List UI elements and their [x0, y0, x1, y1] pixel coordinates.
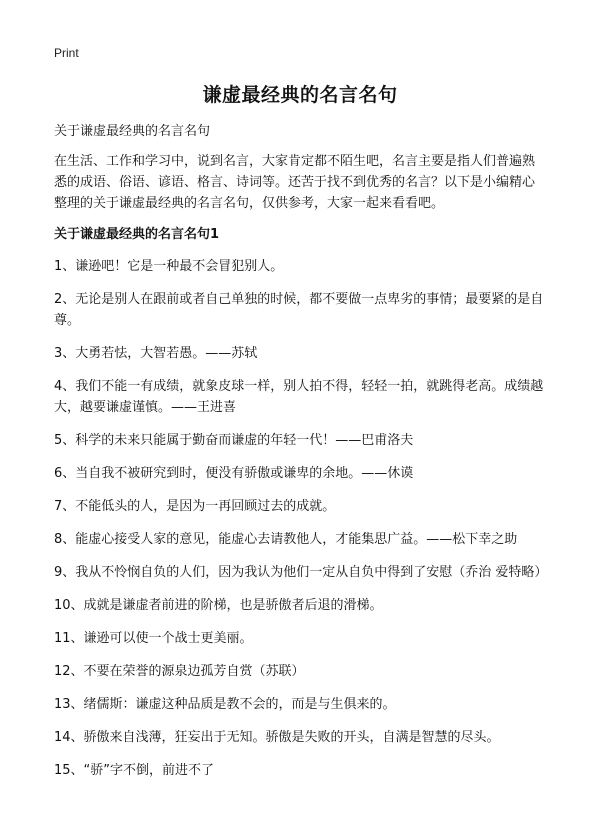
quote-item: 10、成就是谦虚者前进的阶梯，也是骄傲者后退的滑梯。 [54, 598, 383, 613]
quote-item: 7、不能低头的人，是因为一再回顾过去的成就。 [54, 499, 336, 514]
article-subtitle: 关于谦虚最经典的名言名句 [54, 124, 211, 139]
quote-item: 11、谦逊可以使一个战士更美丽。 [54, 631, 253, 646]
quote-item: 8、能虚心接受人家的意见，能虚心去请教他人，才能集思广益。——松下幸之助 [54, 532, 518, 547]
page-title: 谦虚最经典的名言名句 [202, 84, 398, 106]
quote-item: 2、无论是别人在跟前或者自己单独的时候，都不要做一点卑劣的事情；最要紧的是自尊。 [54, 292, 544, 328]
quote-item: 1、谦逊吧！它是一种最不会冒犯别人。 [54, 259, 284, 274]
quote-item: 15、“骄”字不倒，前进不了 [54, 763, 215, 778]
quote-item: 6、当自我不被研究到时，便没有骄傲或谦卑的余地。——休谟 [54, 466, 414, 481]
quote-item: 13、绪儒斯：谦虚这种品质是教不会的，而是与生俱来的。 [54, 697, 396, 712]
quote-item: 4、我们不能一有成绩，就象皮球一样，别人拍不得，轻轻一拍，就跳得老高。成绩越大，越要谦虚谨慎。——王进喜 [54, 379, 544, 415]
quote-item: 12、不要在荣誉的源泉边孤芳自赏（苏联） [54, 664, 305, 679]
intro-paragraph: 在生活、工作和学习中，说到名言，大家肯定都不陌生吧，名言主要是指人们普遍熟悉的成语、俗语、谚语、格言、诗词等。还苦于找不到优秀的名言？以下是小编精心整理的关于谦虚最经典的名言名句，仅供参考，大家一起来看看吧。 [54, 154, 536, 211]
quote-item: 9、我从不怜悯自负的人们，因为我认为他们一定从自负中得到了安慰（乔治 爱特略） [54, 565, 548, 580]
article-body [54, 121, 546, 793]
print-link[interactable]: Print [54, 46, 79, 60]
quote-item: 14、骄傲来自浅薄，狂妄出于无知。骄傲是失败的开头，自满是智慧的尽头。 [54, 730, 500, 745]
quote-item: 3、大勇若怯，大智若愚。——苏轼 [54, 346, 258, 361]
quote-item: 5、科学的未来只能属于勤奋而谦虚的年轻一代！——巴甫洛夫 [54, 433, 414, 448]
section-heading: 关于谦虚最经典的名言名句1 [54, 227, 220, 242]
